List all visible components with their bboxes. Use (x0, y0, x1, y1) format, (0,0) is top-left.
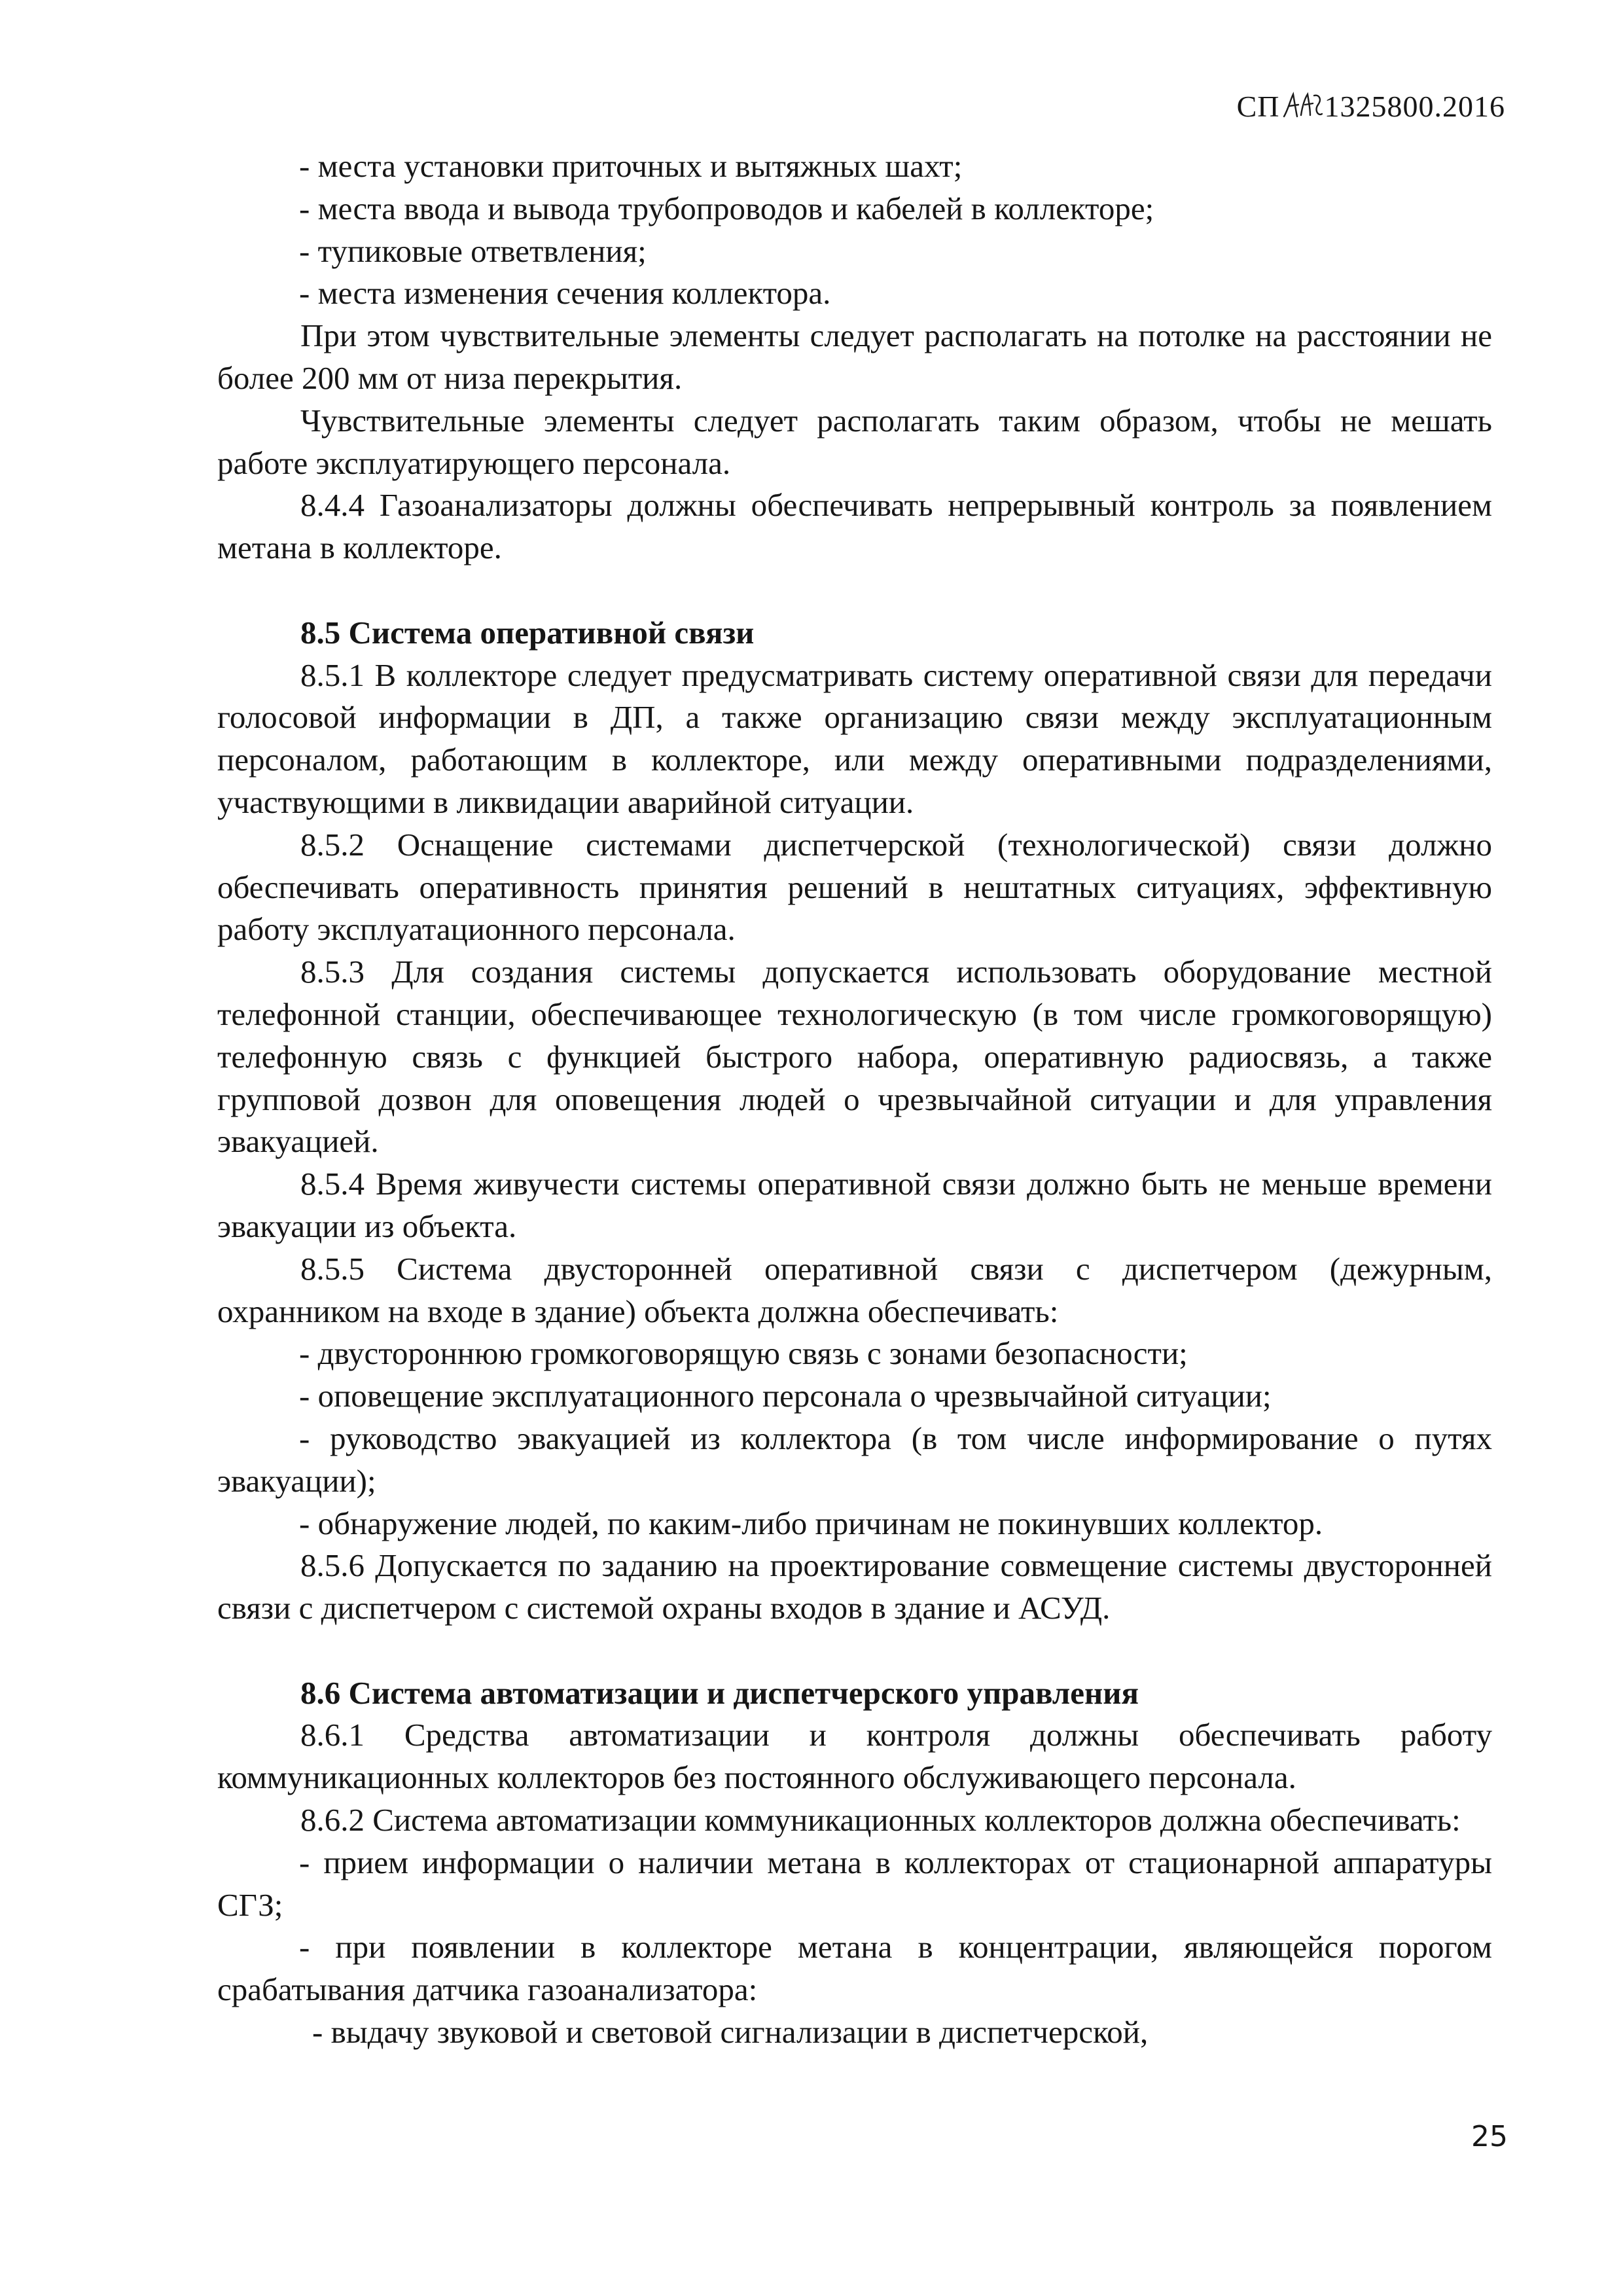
document-body (217, 145, 1492, 2054)
paragraph: Чувствительные элементы следует располагать таким образом, чтобы не мешать работе эксплуатирующего персонала. (217, 402, 1492, 481)
document-code-prefix: СП (1236, 90, 1280, 123)
list-item: - прием информации о наличии метана в коллекторах от стационарной аппаратуры СГЗ; (217, 1844, 1492, 1923)
paragraph-8-5-4: 8.5.4 Время живучести системы оперативной связи должно быть не меньше времени эвакуации из объекта. (217, 1166, 1492, 1244)
list-item: - места установки приточных и вытяжных шахт; (299, 148, 963, 184)
paragraph-8-4-4: 8.4.4 Газоанализаторы должны обеспечивать непрерывный контроль за появлением метана в коллекторе. (217, 487, 1492, 566)
paragraph-8-5-2: 8.5.2 Оснащение системами диспетчерской (технологической) связи должно обеспечивать оперативность принятия решений в нештатных ситуациях, эффективную работу эксплуатационного персонала. (217, 826, 1492, 948)
list-item: - обнаружение людей, по каким-либо причинам не покинувших коллектор. (299, 1505, 1323, 1541)
list-item: - выдачу звуковой и световой сигнализации в диспетчерской, (312, 2014, 1149, 2051)
document-code-suffix: 1325800.2016 (1324, 90, 1505, 123)
list-item: - тупиковые ответвления; (299, 232, 647, 269)
section-heading-8-6: 8.6 Система автоматизации и диспетчерского управления (300, 1674, 1139, 1711)
list-item: - руководство эвакуацией из коллектора (в том числе информирование о путях эвакуации); (217, 1420, 1492, 1499)
page-number: 25 (1471, 2120, 1508, 2153)
handwritten-number-mark (1281, 90, 1323, 120)
section-heading-8-5: 8.5 Система оперативной связи (300, 614, 755, 651)
paragraph-8-5-6: 8.5.6 Допускается по заданию на проектирование совмещение системы двусторонней связи с диспетчером с системой охраны входов в здание и АСУД. (217, 1547, 1492, 1626)
document-code (1237, 89, 1505, 124)
paragraph-8-5-3: 8.5.3 Для создания системы допускается использовать оборудование местной телефонной станции, обеспечивающее технологическую (в том числе громкоговорящую) телефонную связь с функцией быстрого набора, оперативную радиосвязь, а также групповой дозвон для оповещения людей о чрезвычайной ситуации и для управления эвакуацией. (217, 954, 1492, 1160)
paragraph: При этом чувствительные элементы следует располагать на потолке на расстоянии не более 200 мм от низа перекрытия. (217, 317, 1492, 396)
list-item: - места изменения сечения коллектора. (299, 275, 831, 312)
paragraph-8-5-5: 8.5.5 Система двусторонней оперативной связи с диспетчером (дежурным, охранником на входе в здание) объекта должна обеспечивать: (217, 1250, 1492, 1329)
list-item: - оповещение эксплуатационного персонала о чрезвычайной ситуации; (299, 1378, 1272, 1414)
paragraph-8-6-1: 8.6.1 Средства автоматизации и контроля должны обеспечивать работу коммуникационных коллекторов без постоянного обслуживающего персонала. (217, 1717, 1492, 1796)
paragraph-8-6-2: 8.6.2 Система автоматизации коммуникационных коллекторов должна обеспечивать: (300, 1802, 1461, 1839)
list-item: - двустороннюю громкоговорящую связь с зонами безопасности; (299, 1335, 1188, 1372)
paragraph-8-5-1: 8.5.1 В коллекторе следует предусматривать систему оперативной связи для передачи голосовой информации в ДП, а также организацию связи между эксплуатационным персоналом, работающим в коллекторе, или между оперативными подразделениями, участвующими в ликвидации аварийной ситуации. (217, 656, 1492, 820)
list-item: - места ввода и вывода трубопроводов и кабелей в коллекторе; (299, 190, 1154, 226)
list-item: - при появлении в коллекторе метана в концентрации, являющейся порогом срабатывания датчика газоанализатора: (217, 1929, 1492, 2008)
